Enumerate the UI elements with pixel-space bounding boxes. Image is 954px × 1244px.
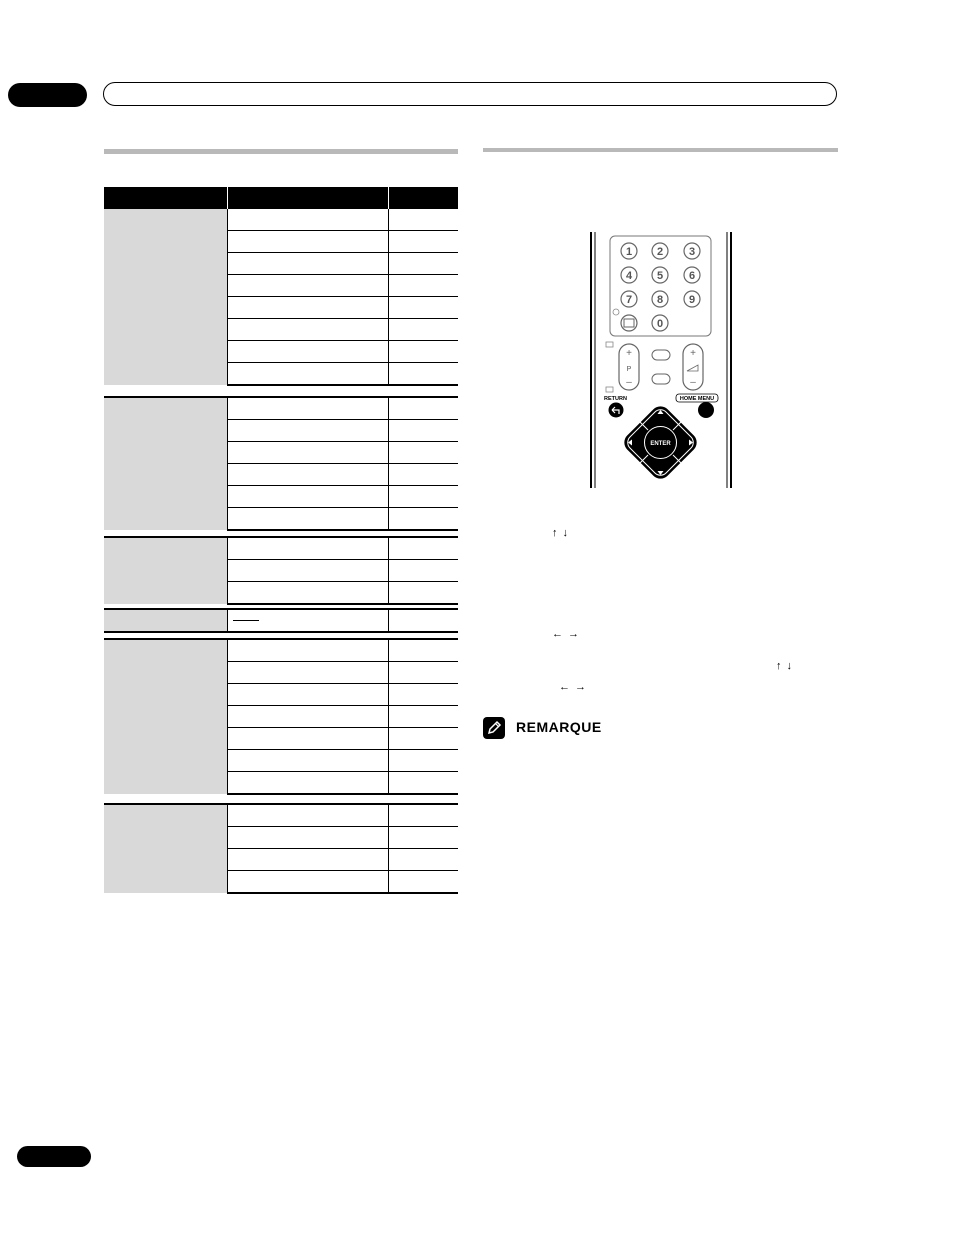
pencil-note-icon [483, 717, 505, 739]
digit-7: 7 [625, 294, 633, 306]
menu-table-group-2 [104, 396, 458, 531]
enter-label: ENTER [650, 441, 671, 447]
menu-table-group-6 [104, 803, 458, 894]
home-menu-button [698, 402, 714, 418]
placeholder-dash [233, 620, 259, 621]
digit-6: 6 [688, 270, 696, 282]
dual-mono-button [652, 350, 670, 360]
digit-9: 9 [688, 294, 696, 306]
page-number-tab [17, 1146, 91, 1167]
return-label: RETURN [604, 396, 627, 402]
menu-table-group-5 [104, 638, 458, 795]
menu-table-group-3 [104, 536, 458, 605]
svg-text:–: – [626, 377, 632, 388]
timer-icon [613, 309, 619, 315]
svg-text:–: – [690, 377, 696, 388]
left-section-rule [104, 149, 458, 154]
menu-table-group-4 [104, 608, 458, 633]
svg-text:+: + [690, 348, 696, 359]
menu-table-group-1 [104, 209, 458, 386]
digit-3: 3 [688, 246, 696, 258]
remote-control-illustration [590, 232, 732, 488]
digit-5: 5 [656, 270, 664, 282]
svg-text:+: + [626, 348, 632, 359]
channel-p-label: P [626, 366, 632, 373]
home-menu-label: HOME MENU [679, 396, 715, 402]
leftright-arrows-step2: ← → [552, 628, 581, 640]
digit-1: 1 [625, 246, 633, 258]
updown-arrows-step3: ↑ ↓ [776, 660, 794, 672]
digit-0: 0 [656, 318, 664, 330]
digit-2: 2 [656, 246, 664, 258]
menu-table-header [104, 187, 458, 209]
digit-8: 8 [656, 294, 664, 306]
chapter-number-tab [8, 83, 87, 107]
right-section-rule [483, 148, 838, 152]
chapter-title-bar [103, 82, 837, 106]
mute-button [652, 374, 670, 384]
updown-arrows-step1: ↑ ↓ [552, 527, 570, 539]
note-heading: REMARQUE [516, 719, 602, 735]
leftright-arrows-step3: ← → [559, 681, 588, 693]
digit-4: 4 [625, 270, 633, 282]
